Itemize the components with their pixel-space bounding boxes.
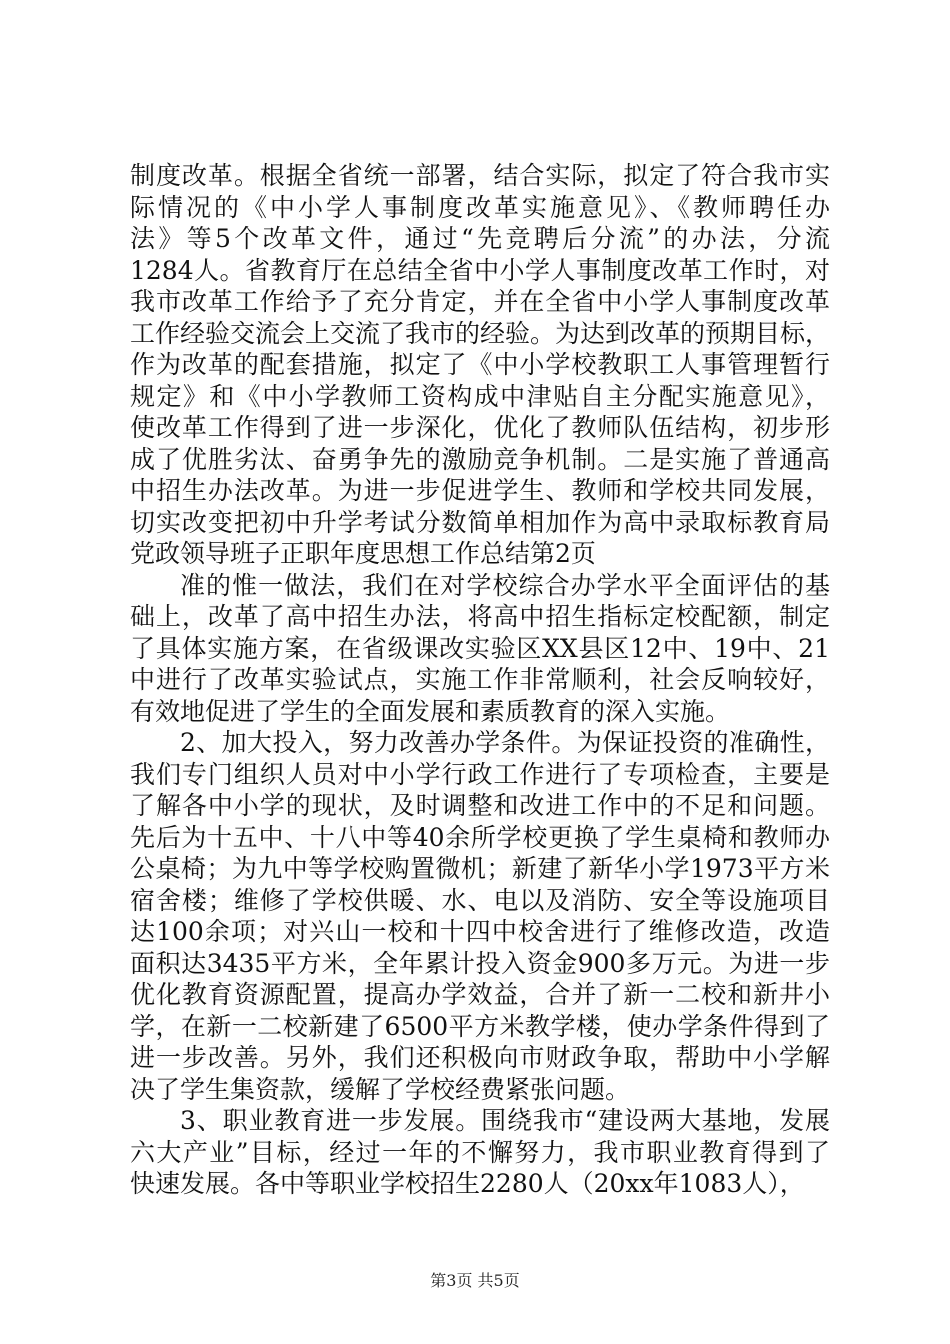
text-line: 准的惟一做法，我们在对学校综合办学水平全面评估的基 bbox=[180, 570, 830, 600]
text-line: 面积达3435平方米，全年累计投入资金900多万元。为进一步 bbox=[130, 948, 830, 978]
text-line: 六大产业”目标，经过一年的不懈努力，我市职业教育得到了 bbox=[130, 1137, 830, 1167]
text-line: 我市改革工作给予了充分肯定，并在全省中小学人事制度改革 bbox=[130, 287, 830, 316]
text-line: 使改革工作得到了进一步深化，优化了教师队伍结构，初步形 bbox=[130, 413, 830, 442]
page-footer: 第3页 共5页 bbox=[430, 1271, 520, 1290]
text-line: 了具体实施方案，在省级课改实验区XX县区12中、19中、21 bbox=[130, 633, 830, 663]
text-line: 先后为十五中、十八中等40余所学校更换了学生桌椅和教师办 bbox=[130, 822, 830, 852]
text-line: 党政领导班子正职年度思想工作总结第2页 bbox=[130, 539, 596, 568]
text-line: 有效地促进了学生的全面发展和素质教育的深入实施。 bbox=[130, 696, 731, 726]
text-line: 公桌椅；为九中等学校购置微机；新建了新华小学1973平方米 bbox=[130, 854, 830, 883]
text-line: 中进行了改革实验试点，实施工作非常顺利，社会反响较好， bbox=[130, 665, 830, 694]
text-line: 我们专门组织人员对中小学行政工作进行了专项检查，主要是 bbox=[130, 759, 830, 789]
text-line: 际情况的《中小学人事制度改革实施意见》、《教师聘任办 bbox=[130, 192, 830, 222]
text-line: 切实改变把初中升学考试分数简单相加作为高中录取标教育局 bbox=[130, 507, 830, 537]
text-line: 进一步改善。另外，我们还积极向市财政争取，帮助中小学解 bbox=[130, 1043, 830, 1072]
text-line: 学，在新一二校新建了6500平方米教学楼，使办学条件得到了 bbox=[130, 1011, 830, 1041]
text-line: 中招生办法改革。为进一步促进学生、教师和学校共同发展， bbox=[130, 476, 830, 505]
text-line: 作为改革的配套措施，拟定了《中小学校教职工人事管理暂行 bbox=[130, 350, 830, 379]
text-line: 成了优胜劣汰、奋勇争先的激励竞争机制。二是实施了普通高 bbox=[130, 444, 830, 474]
text-line: 宿舍楼；维修了学校供暖、水、电以及消防、安全等设施项目 bbox=[130, 885, 830, 915]
text-line: 础上，改革了高中招生办法，将高中招生指标定校配额，制定 bbox=[130, 602, 830, 631]
text-line: 快速发展。各中等职业学校招生2280人（20xx年1083人）， bbox=[130, 1169, 805, 1198]
text-line: 2、加大投入，努力改善办学条件。为保证投资的准确性， bbox=[180, 728, 830, 757]
text-line: 了解各中小学的现状，及时调整和改进工作中的不足和问题。 bbox=[130, 791, 830, 820]
text-line: 达100余项；对兴山一校和十四中校舍进行了维修改造，改造 bbox=[130, 917, 830, 946]
text-line: 工作经验交流会上交流了我市的经验。为达到改革的预期目标， bbox=[130, 318, 831, 348]
text-line: 法》等5个改革文件，通过“先竞聘后分流”的办法，分流 bbox=[130, 224, 830, 253]
text-line: 制度改革。根据全省统一部署，结合实际，拟定了符合我市实 bbox=[130, 161, 830, 190]
text-line: 决了学生集资款，缓解了学校经费紧张问题。 bbox=[130, 1074, 631, 1104]
text-line: 3、职业教育进一步发展。围绕我市“建设两大基地，发展 bbox=[180, 1106, 830, 1135]
text-line: 1284人。省教育厅在总结全省中小学人事制度改革工作时，对 bbox=[130, 255, 830, 285]
text-line: 规定》和《中小学教师工资构成中津贴自主分配实施意见》， bbox=[130, 381, 830, 411]
text-line: 优化教育资源配置，提高办学效益，合并了新一二校和新井小 bbox=[130, 980, 830, 1009]
